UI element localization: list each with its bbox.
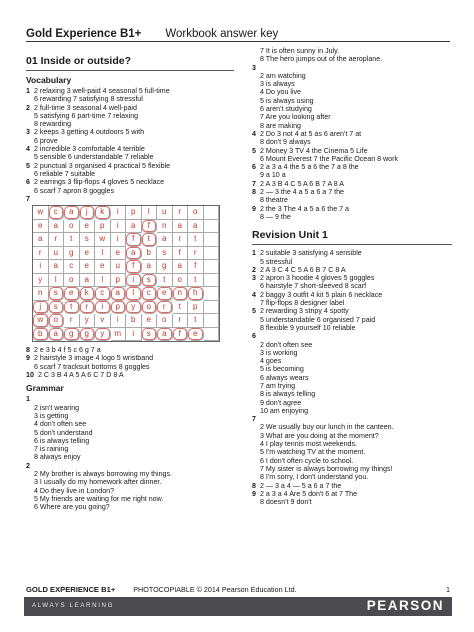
wordsearch-cell: t xyxy=(142,233,158,247)
exercise-number: 1 xyxy=(26,87,30,95)
exercise-number: 9 xyxy=(252,489,256,498)
wordsearch-cell: s xyxy=(142,328,158,342)
answer-item xyxy=(252,291,452,308)
wordsearch-cell: s xyxy=(49,301,65,315)
exercise-number: 10 xyxy=(26,371,34,380)
wordsearch-cell: i xyxy=(33,260,49,274)
footer-info xyxy=(26,584,450,596)
answer-item xyxy=(26,346,234,354)
answer-line: 8 I'm sorry, I don't understand you. xyxy=(260,473,369,482)
answer-line: 2 isn't wearing xyxy=(34,403,80,412)
answer-line: 2 apron 3 hoodie 4 gloves 5 goggles xyxy=(260,274,375,283)
answer-line: 5 I'm watching TV at the moment. xyxy=(260,448,366,457)
wordsearch-cell: g xyxy=(157,260,173,274)
page-header xyxy=(26,22,450,42)
answer-line: 8 theatre xyxy=(260,196,289,205)
wordsearch-cell: a xyxy=(49,260,65,274)
answer-item xyxy=(26,195,234,203)
answer-line: 3 is working xyxy=(260,348,298,357)
wordsearch-cell: h xyxy=(188,287,204,301)
wordsearch-cell: t xyxy=(188,274,204,288)
exercise-number xyxy=(26,470,34,511)
wordsearch-cell: l xyxy=(126,287,142,301)
exercise-number: 9 xyxy=(26,354,30,363)
wordsearch-cell: a xyxy=(126,220,142,234)
answer-line: 7 My sister is always borrowing my things! xyxy=(260,464,393,473)
wordsearch-cell: r xyxy=(157,301,173,315)
answer-line: 8 always enjoy xyxy=(34,453,81,462)
answer-line: 8 The hero jumps out of the aeroplane. xyxy=(260,55,383,64)
wordsearch-cell: r xyxy=(64,314,80,328)
exercise-number: 3 xyxy=(252,63,256,72)
exercise-number: 3 xyxy=(26,128,30,137)
answer-line: 2 earrings 3 flip-flops 4 gloves 5 necklace xyxy=(34,178,165,187)
answer-line: 9 don't agree xyxy=(260,398,302,407)
answer-line: 5 is becoming xyxy=(260,365,304,374)
wordsearch-cell: g xyxy=(80,328,96,342)
wordsearch-cell: a xyxy=(33,233,49,247)
exercise-number: 6 xyxy=(252,332,256,341)
wordsearch-cell: a xyxy=(80,274,96,288)
answer-line: 2 e 3 b 4 f 5 c 6 g 7 a xyxy=(34,346,101,355)
answer-item xyxy=(26,145,234,162)
wordsearch-cell: t xyxy=(188,314,204,328)
answer-line: 5 don't understand xyxy=(34,428,93,437)
wordsearch-cell xyxy=(204,274,220,288)
wordsearch-cell xyxy=(204,233,220,247)
revision-title: Revision Unit 1 xyxy=(252,221,452,245)
answer-item xyxy=(252,423,452,481)
exercise-number: 8 xyxy=(252,188,256,197)
vocabulary-heading: Vocabulary xyxy=(26,75,72,85)
wordsearch-cell: w xyxy=(33,314,49,328)
answer-line: 6 reliable 7 suitable xyxy=(34,169,96,178)
grammar-answers xyxy=(26,395,234,511)
answer-item xyxy=(252,72,452,130)
wordsearch-cell: t xyxy=(188,233,204,247)
answer-line: 2 incredible 3 comfortable 4 terrible xyxy=(34,145,145,154)
answer-line: 8 rewarding xyxy=(34,120,72,129)
exercise-number xyxy=(252,341,260,416)
wordsearch-cell: y xyxy=(126,301,142,315)
exercise-number: 7 xyxy=(252,179,256,188)
wordsearch-cell: g xyxy=(64,328,80,342)
answer-line: 6 rewarding 7 satisfying 8 stressful xyxy=(34,95,143,104)
wordsearch-cell: s xyxy=(49,287,65,301)
exercise-number: 7 xyxy=(26,194,30,203)
answer-line: 6 scarf 7 tracksuit bottoms 8 goggles xyxy=(34,362,150,371)
answer-line: 2 A 3 C 4 C 5 A 6 B 7 C 8 A xyxy=(260,265,346,274)
wordsearch-cell: r xyxy=(173,206,189,220)
answer-item xyxy=(252,180,452,188)
wordsearch-cell: u xyxy=(111,260,127,274)
vocabulary-answers-continued xyxy=(26,346,234,379)
wordsearch-cell: u xyxy=(157,206,173,220)
wordsearch-cell: m xyxy=(111,328,127,342)
answer-line: 2 C 3 B 4 A 5 A 6 C 7 D 8 A xyxy=(38,371,124,380)
footer-book-title: GOLD EXPERIENCE B1+ xyxy=(26,584,116,594)
exercise-number: 5 xyxy=(26,161,30,170)
answer-line: 2 the 3 The 4 a 5 a 6 the 7 a xyxy=(260,204,350,213)
exercise-number: 4 xyxy=(252,129,256,138)
answer-line: 4 Do you live xyxy=(260,88,302,97)
wordsearch-cell: i xyxy=(111,233,127,247)
answer-line: 2 — 3 a 4 — 5 a 6 a 7 the xyxy=(260,481,342,490)
wordsearch-cell: a xyxy=(173,220,189,234)
answer-line: 3 is always xyxy=(260,80,295,89)
wordsearch-cell xyxy=(204,287,220,301)
wordsearch-cell: y xyxy=(33,274,49,288)
answer-line: 5 My friends are waiting for me right now. xyxy=(34,494,164,503)
wordsearch-cell: o xyxy=(173,274,189,288)
answer-line: 2 baggy 3 outfit 4 kit 5 plain 6 necklace xyxy=(260,290,383,299)
answer-line: 2 am watching xyxy=(260,71,306,80)
wordsearch-cell: a xyxy=(188,220,204,234)
answer-line: 6 is always telling xyxy=(34,436,90,445)
exercise-number: 2 xyxy=(252,265,256,274)
copyright-notice: PHOTOCOPIABLE © 2014 Pearson Education Ltd. xyxy=(133,584,297,594)
exercise-number: 2 xyxy=(26,461,30,470)
document-subtitle: Workbook answer key xyxy=(165,27,279,40)
answer-line: 8 flexible 9 yourself 10 reliable xyxy=(260,323,356,332)
answer-line: 2 We usually buy our lunch in the canteen. xyxy=(260,423,394,432)
wordsearch-cell xyxy=(204,328,220,342)
answer-line: 2 rewarding 3 stripy 4 spotty xyxy=(260,307,349,316)
answer-item xyxy=(26,87,234,104)
wordsearch-cell: n xyxy=(157,220,173,234)
wordsearch-cell: a xyxy=(126,247,142,261)
answer-item xyxy=(26,178,234,195)
wordsearch-cell: o xyxy=(157,314,173,328)
exercise-number xyxy=(252,72,260,130)
answer-item xyxy=(252,47,452,64)
answer-item xyxy=(26,395,234,403)
wordsearch-cell: i xyxy=(95,301,111,315)
answer-item xyxy=(252,266,452,274)
answer-line: 4 Do they live in London? xyxy=(34,486,115,495)
answer-line: 2 don't often see xyxy=(260,340,313,349)
wordsearch-cell: a xyxy=(173,260,189,274)
exercise-number xyxy=(26,404,34,462)
answer-item xyxy=(252,249,452,266)
answer-item xyxy=(26,104,234,129)
answer-line: 7 flip-flops 8 designer label xyxy=(260,299,345,308)
wordsearch-cell: l xyxy=(95,274,111,288)
answer-line: 6 scarf 7 apron 8 goggles xyxy=(34,186,115,195)
wordsearch-cell: i xyxy=(126,274,142,288)
wordsearch-cell xyxy=(204,206,220,220)
wordsearch-cell: c xyxy=(95,287,111,301)
wordsearch-cell: b xyxy=(33,328,49,342)
wordsearch-cell: i xyxy=(111,314,127,328)
wordsearch-cell: k xyxy=(95,206,111,220)
wordsearch-cell: p xyxy=(111,274,127,288)
wordsearch-cell: r xyxy=(49,233,65,247)
wordsearch-cell: a xyxy=(111,287,127,301)
wordsearch-cell: f xyxy=(126,260,142,274)
wordsearch-cell: i xyxy=(111,220,127,234)
wordsearch-cell: a xyxy=(157,233,173,247)
wordsearch-cell: r xyxy=(173,233,189,247)
revision-answers xyxy=(252,249,452,506)
wordsearch-cell: f xyxy=(173,328,189,342)
wordsearch-cell: u xyxy=(49,247,65,261)
wordsearch-cell: t xyxy=(173,301,189,315)
wordsearch-cell: a xyxy=(64,206,80,220)
answer-line: 4 goes xyxy=(260,357,282,366)
answer-line: 2 Do 3 not 4 at 5 as 6 aren't 7 at xyxy=(260,129,362,138)
answer-line: 2 Money 3 TV 4 the Cinema 5 Life xyxy=(260,146,368,155)
answer-line: 7 Are you looking after xyxy=(260,113,331,122)
answer-line: 10 am enjoying xyxy=(260,406,309,415)
answer-line: 6 always wears xyxy=(260,373,309,382)
wordsearch-cell: l xyxy=(142,206,158,220)
grammar-heading: Grammar xyxy=(26,383,64,394)
vocabulary-answers xyxy=(26,87,234,203)
wordsearch-cell: a xyxy=(49,328,65,342)
answer-item xyxy=(252,205,452,222)
exercise-number: 7 xyxy=(252,415,256,424)
answer-item xyxy=(26,128,234,145)
answer-line: 6 hairstyle 7 short-sleeved 8 scarf xyxy=(260,282,367,291)
answer-item xyxy=(252,130,452,147)
exercise-number: 4 xyxy=(252,290,256,299)
wordsearch-cell: a xyxy=(142,260,158,274)
wordsearch-cell: p xyxy=(126,206,142,220)
wordsearch-grid xyxy=(32,205,220,342)
exercise-number: 4 xyxy=(26,145,30,154)
wordsearch-cell: s xyxy=(80,233,96,247)
wordsearch-cell: i xyxy=(111,206,127,220)
answer-line: 5 sensible 6 understandable 7 reliable xyxy=(34,153,154,162)
wordsearch-cell: f xyxy=(142,220,158,234)
answer-line: 7 is raining xyxy=(34,445,69,454)
answer-item xyxy=(26,354,234,371)
wordsearch-cell: t xyxy=(64,301,80,315)
right-column xyxy=(252,47,452,506)
wordsearch-cell: l xyxy=(95,247,111,261)
answer-line: 5 is always using xyxy=(260,96,314,105)
left-column xyxy=(26,47,234,512)
answer-line: 6 prove xyxy=(34,136,58,145)
wordsearch-cell: f xyxy=(126,233,142,247)
answer-item xyxy=(26,470,234,511)
wordsearch-cell xyxy=(204,301,220,315)
answer-item xyxy=(252,341,452,416)
wordsearch-cell: o xyxy=(188,206,204,220)
answer-line: 6 Where are you going? xyxy=(34,503,110,512)
answer-line: 9 a 10 a xyxy=(260,171,286,180)
exercise-number: 6 xyxy=(26,178,30,187)
wordsearch-cell: a xyxy=(49,220,65,234)
exercise-number: 6 xyxy=(252,163,256,172)
wordsearch-cell xyxy=(204,247,220,261)
answer-item xyxy=(252,163,452,180)
wordsearch-cell: e xyxy=(142,314,158,328)
wordsearch-cell: y xyxy=(80,314,96,328)
answer-item xyxy=(252,415,452,423)
wordsearch-cell: e xyxy=(80,260,96,274)
wordsearch-cell: j xyxy=(80,206,96,220)
wordsearch-cell: c xyxy=(49,206,65,220)
answer-line: 7 am trying xyxy=(260,381,296,390)
pearson-logo: PEARSON xyxy=(366,598,444,614)
answer-line: 2 suitable 3 satisfying 4 sensible xyxy=(260,249,362,258)
wordsearch-cell xyxy=(204,260,220,274)
answer-item xyxy=(252,482,452,490)
tagline: ALWAYS LEARNING xyxy=(32,602,114,610)
answer-item xyxy=(252,147,452,164)
answer-line: 5 understandable 6 organised 7 paid xyxy=(260,315,376,324)
wordsearch-cell: y xyxy=(95,328,111,342)
wordsearch-cell: e xyxy=(188,328,204,342)
answer-line: 8 — 9 the xyxy=(260,212,291,221)
answer-line: 2 — 3 the 4 a 5 a 6 a 7 the xyxy=(260,188,345,197)
wordsearch-cell: w xyxy=(95,233,111,247)
answer-line: 2 punctual 3 organised 4 practical 5 flexible xyxy=(34,161,171,170)
wordsearch-cell: e xyxy=(64,287,80,301)
wordsearch-cell: j xyxy=(33,301,49,315)
answer-line: 4 I play tennis most weekends. xyxy=(260,440,357,449)
answer-item xyxy=(252,64,452,72)
answer-item xyxy=(252,307,452,332)
answer-line: 8 are making xyxy=(260,121,302,130)
wordsearch-cell: p xyxy=(188,301,204,315)
exercise-number: 8 xyxy=(252,481,256,490)
wordsearch-cell: t xyxy=(157,274,173,288)
wordsearch-cell: r xyxy=(33,247,49,261)
exercise-number: 5 xyxy=(252,146,256,155)
wordsearch-cell: e xyxy=(80,220,96,234)
wordsearch-cell: e xyxy=(111,247,127,261)
wordsearch-cell: k xyxy=(80,287,96,301)
wordsearch-cell: e xyxy=(33,220,49,234)
answer-line: 8 is always telling xyxy=(260,390,316,399)
exercise-number: 8 xyxy=(26,346,30,355)
answer-line: 7 It is often sunny in July. xyxy=(260,47,340,55)
answer-line: 2 hairstyle 3 image 4 logo 5 wristband xyxy=(34,354,154,363)
exercise-number xyxy=(252,47,260,64)
wordsearch-cell: a xyxy=(157,328,173,342)
wordsearch-cell: f xyxy=(188,260,204,274)
wordsearch-cell: c xyxy=(64,260,80,274)
answer-line: 3 is getting xyxy=(34,411,69,420)
exercise-number: 5 xyxy=(252,307,256,316)
wordsearch-cell: r xyxy=(188,247,204,261)
wordsearch-cell: r xyxy=(173,314,189,328)
answer-line: 8 don't 9 always xyxy=(260,138,311,147)
wordsearch-cell: g xyxy=(64,247,80,261)
wordsearch-cell: r xyxy=(80,301,96,315)
wordsearch-cell: v xyxy=(95,314,111,328)
exercise-number: 9 xyxy=(252,204,256,213)
wordsearch-cell: s xyxy=(157,247,173,261)
exercise-number: 3 xyxy=(252,274,256,283)
wordsearch-cell: i xyxy=(126,328,142,342)
wordsearch-cell: l xyxy=(49,274,65,288)
answer-item xyxy=(26,462,234,470)
answer-line: 5 stressful xyxy=(260,257,293,266)
wordsearch-cell: o xyxy=(64,274,80,288)
wordsearch-wrapper xyxy=(26,205,234,342)
answer-item xyxy=(252,332,452,340)
answer-line: 3 I usually do my homework after dinner. xyxy=(34,478,162,487)
wordsearch-cell: t xyxy=(64,233,80,247)
wordsearch-cell xyxy=(204,314,220,328)
answer-item xyxy=(26,371,234,379)
exercise-number: 1 xyxy=(252,249,256,258)
book-title: Gold Experience B1+ xyxy=(26,27,142,40)
answer-line: 6 I don't often cycle to school. xyxy=(260,456,354,465)
wordsearch-cell: e xyxy=(157,287,173,301)
wordsearch-cell: e xyxy=(95,260,111,274)
wordsearch-cell: o xyxy=(142,301,158,315)
exercise-number xyxy=(252,423,260,481)
answer-line: 2 My brother is always borrowing my things. xyxy=(34,470,172,479)
grammar-answers-continued xyxy=(252,47,452,221)
wordsearch-cell: p xyxy=(111,301,127,315)
exercise-number: 2 xyxy=(26,103,30,112)
wordsearch-cell: b xyxy=(142,247,158,261)
wordsearch-cell: p xyxy=(95,220,111,234)
wordsearch-cell: o xyxy=(49,314,65,328)
wordsearch-cell: o xyxy=(64,220,80,234)
footer-bar xyxy=(24,597,452,616)
wordsearch-cell: f xyxy=(173,247,189,261)
answer-line: 5 satisfying 6 part-time 7 relaxing xyxy=(34,111,139,120)
answer-line: 2 keeps 3 getting 4 outdoors 5 with xyxy=(34,128,145,137)
answer-line: 2 full-time 3 seasonal 4 well-paid xyxy=(34,103,137,112)
unit-title: 01 Inside or outside? xyxy=(26,47,234,71)
wordsearch-cell: n xyxy=(33,287,49,301)
answer-line: 2 a 3 a 4 Are 5 don't 6 at 7 The xyxy=(260,489,358,498)
wordsearch-cell: w xyxy=(33,206,49,220)
answer-line: 2 A 3 B 4 C 5 A 6 B 7 A 8 A xyxy=(260,179,345,188)
answer-line: 3 What are you doing at the moment? xyxy=(260,431,379,440)
wordsearch-cell: s xyxy=(142,274,158,288)
answer-line: 6 aren't studying xyxy=(260,105,312,114)
page-number: 1 xyxy=(446,584,450,594)
wordsearch-cell: n xyxy=(173,287,189,301)
wordsearch-cell xyxy=(204,220,220,234)
wordsearch-cell: e xyxy=(80,247,96,261)
wordsearch-cell: b xyxy=(126,314,142,328)
answer-item xyxy=(252,274,452,291)
answer-line: 8 doesn't 9 don't xyxy=(260,498,312,507)
answer-item xyxy=(26,162,234,179)
exercise-number: 1 xyxy=(26,395,30,404)
answer-line: 2 a 3 a 4 the 5 a 6 the 7 a 8 the xyxy=(260,163,359,172)
answer-item xyxy=(26,404,234,462)
answer-line: 2 relaxing 3 well-paid 4 seasonal 5 full-time xyxy=(34,87,170,95)
answer-line: 4 don't often see xyxy=(34,420,87,429)
answer-item xyxy=(252,188,452,205)
answer-item xyxy=(252,490,452,507)
wordsearch-cell: c xyxy=(142,287,158,301)
answer-line: 6 Mount Everest 7 the Pacific Ocean 8 work xyxy=(260,154,398,163)
